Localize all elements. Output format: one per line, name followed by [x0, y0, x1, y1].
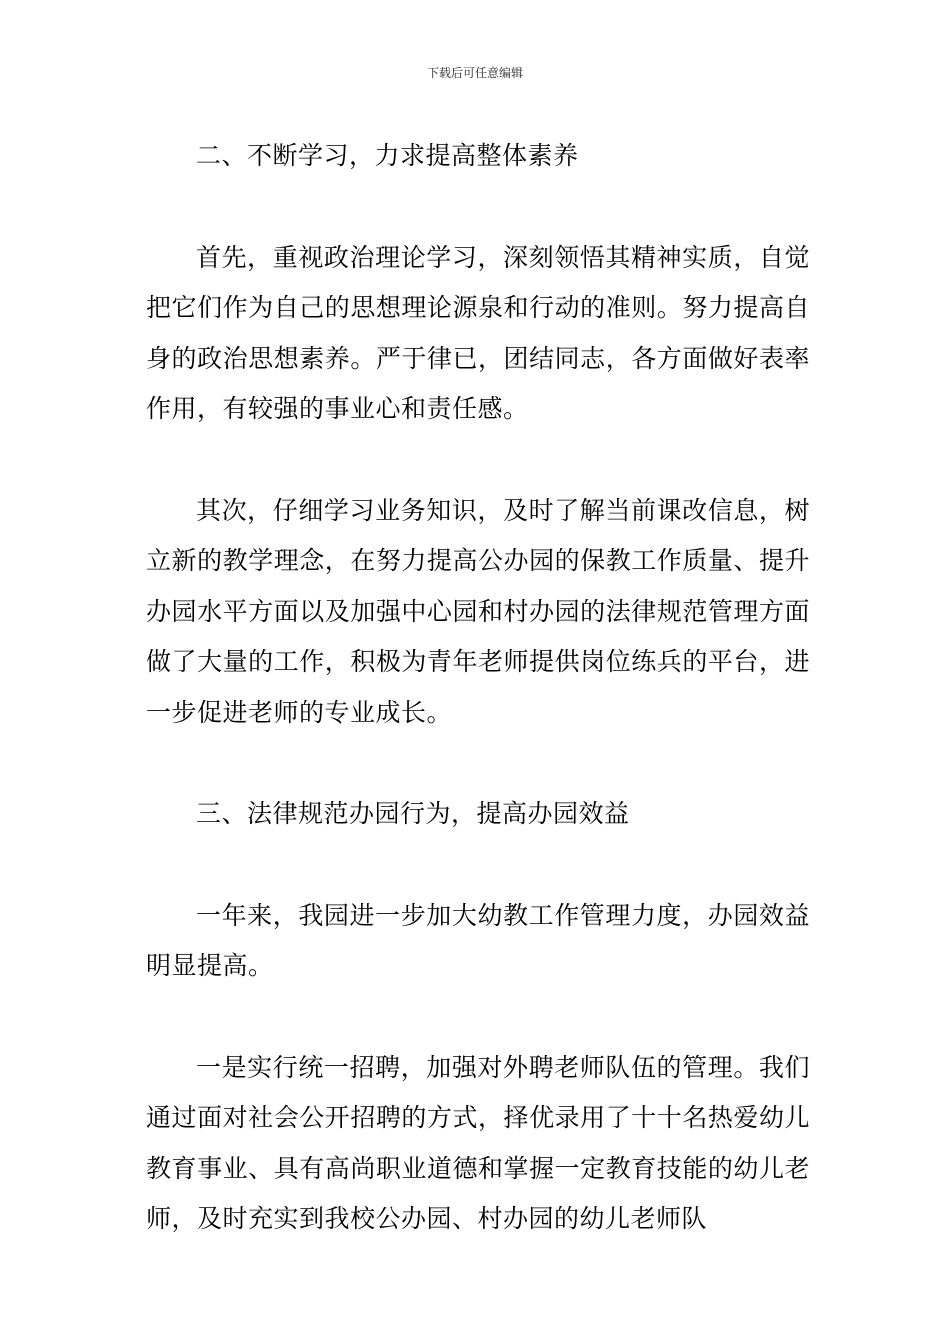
paragraph-2: 其次，仔细学习业务知识，及时了解当前课改信息，树立新的教学理念，在努力提高公办园的保教工作质量、提升办园水平方面以及加强中心园和村办园的法律规范管理方面做了大量的工作，积极为青年老师提供岗位练兵的平台，进一步促进老师的专业成长。	[146, 495, 810, 727]
section-heading-3: 三、法律规范办园行为，提高办园效益	[196, 799, 630, 828]
paragraph-3: 一年来，我园进一步加大幼教工作管理力度，办园效益明显提高。	[146, 900, 810, 980]
paragraph-4: 一是实行统一招聘，加强对外聘老师队伍的管理。我们通过面对社会公开招聘的方式，择优录用了十十名热爱幼儿教育事业、具有高尚职业道德和掌握一定教育技能的幼儿老师，及时充实到我校公办园、村办园的幼儿老师队	[146, 1052, 810, 1233]
page-header: 下载后可任意编辑	[426, 66, 523, 80]
section-heading-2: 二、不断学习，力求提高整体素养	[196, 141, 579, 170]
document-body	[146, 131, 810, 1296]
paragraph-1: 首先，重视政治理论学习，深刻领悟其精神实质，自觉把它们作为自己的思想理论源泉和行动的准则。努力提高自身的政治思想素养。严于律已，团结同志，各方面做好表率作用，有较强的事业心和责任感。	[146, 242, 810, 423]
